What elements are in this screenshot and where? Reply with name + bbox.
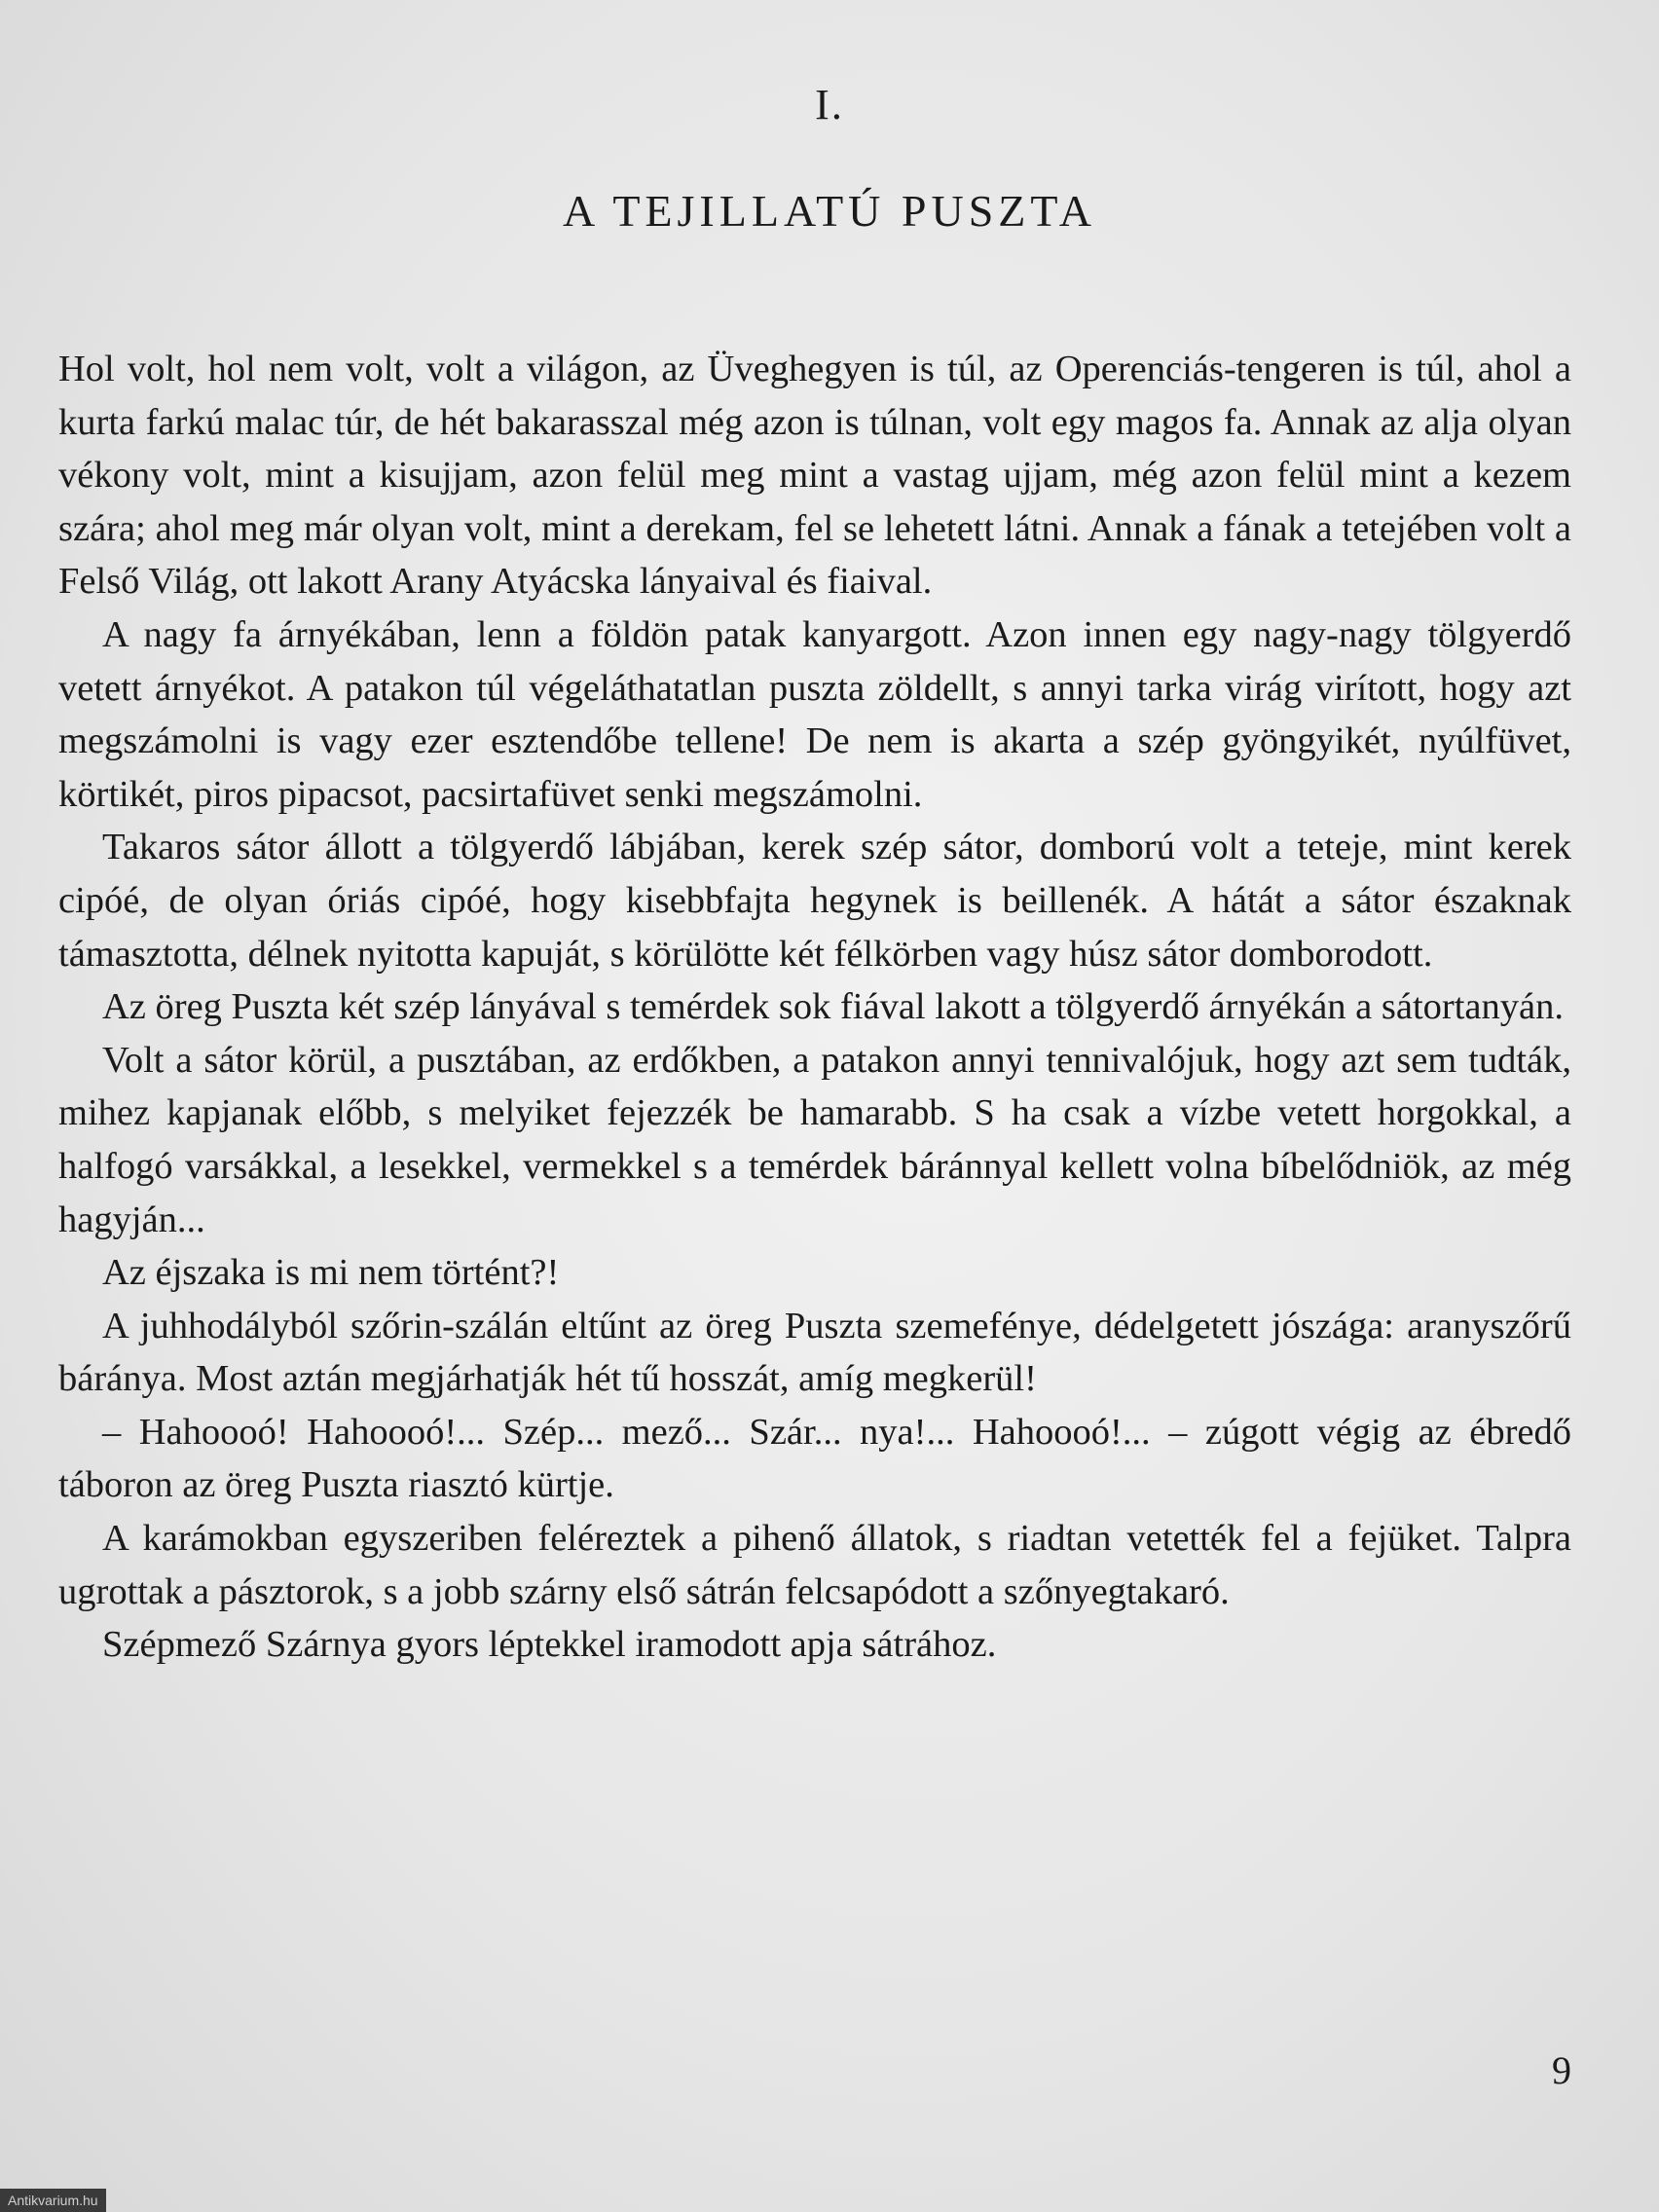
body-text	[58, 343, 1571, 1672]
paragraph: Az éjszaka is mi nem történt?!	[102, 1252, 560, 1294]
paragraph: Volt a sátor körül, a pusztában, az erdőkben, a patakon annyi tennivalójuk, hogy azt sem tudták, mihez kapjanak előbb, s melyiket fejezzék be hamarabb. S ha csak a vízbe vetett horgokkal, a halfogó varsákkal, a lesekkel, vermekkel s a temérdek báránnyal kellett volna bíbelődniök, az még hagyján...	[58, 1039, 1571, 1240]
paragraph: – Hahoooó! Hahoooó!... Szép... mező... Szár... nya!... Hahoooó!... – zúgott végig az ébredő táboron az öreg Puszta riasztó kürtje.	[58, 1411, 1571, 1506]
paragraph: A karámokban egyszeriben feléreztek a pihenő állatok, s riadtan vetették fel a fejüket. Talpra ugrottak a pásztorok, s a jobb szárny első sátrán felcsapódott a szőnyegtakaró.	[58, 1518, 1571, 1612]
paragraph: Az öreg Puszta két szép lányával s temérdek sok fiával lakott a tölgyerdő árnyékán a sátortanyán.	[102, 986, 1564, 1028]
paragraph: Takaros sátor állott a tölgyerdő lábjában, kerek szép sátor, domború volt a teteje, mint kerek cipóé, de olyan óriás cipóé, hogy kisebbfajta hegynek is beillenék. A hátát a sátor északnak támasztotta, délnek nyitotta kapuját, s körülötte két félkörben vagy húsz sátor domborodott.	[58, 827, 1571, 975]
paragraph: A nagy fa árnyékában, lenn a földön patak kanyargott. Azon innen egy nagy-nagy tölgyerdő vetett árnyékot. A patakon túl végeláthatatlan puszta zöldellt, s annyi tarka virág virított, hogy azt megszámolni is vagy ezer esztendőbe tellene! De nem is akarta a szép gyöngyikét, nyúlfüvet, körtikét, piros pipacsot, pacsirtafüvet senki megszámolni.	[58, 613, 1571, 815]
page-number: 9	[1552, 2048, 1571, 2092]
chapter-title: A TEJILLATÚ PUSZTA	[562, 186, 1097, 236]
paragraph: Szépmező Szárnya gyors léptekkel iramodott apja sátrához.	[102, 1624, 997, 1666]
chapter-number: I.	[815, 81, 844, 129]
paragraph: Hol volt, hol nem volt, volt a világon, az Üveghegyen is túl, az Operenciás-tengeren is túl, ahol a kurta farkú malac túr, de hét bakarasszal még azon is túlnan, volt egy magos fa. Annak az alja olyan vékony volt, mint a kisujjam, azon felül meg mint a vastag ujjam, még azon felül mint a kezem szára; ahol meg már olyan volt, mint a derekam, fel se lehetett látni. Annak a fának a tetejében volt a Felső Világ, ott lakott Arany Atyácska lányaival és fiaival.	[58, 349, 1571, 603]
watermark: Antikvarium.hu	[0, 2189, 106, 2212]
paragraph: A juhhodályból szőrin-szálán eltűnt az öreg Puszta szemefénye, dédelgetett jószága: aranyszőrű báránya. Most aztán megjárhatják hét tű hosszát, amíg megkerül!	[58, 1305, 1571, 1400]
